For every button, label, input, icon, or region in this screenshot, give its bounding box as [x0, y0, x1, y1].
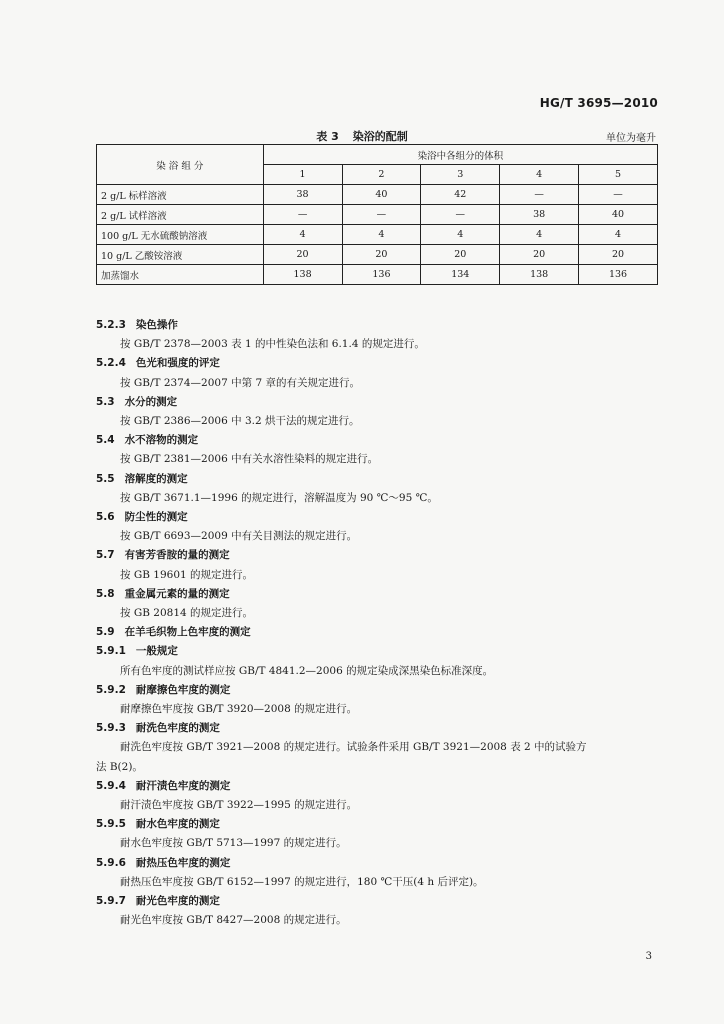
section-number: 5.9.3	[96, 722, 126, 735]
table-row	[97, 265, 658, 285]
section-number: 5.6	[96, 511, 115, 524]
table-cell: 40	[342, 185, 421, 205]
section-number: 5.7	[96, 549, 115, 562]
section-title: 染色操作	[135, 319, 178, 331]
section-heading	[96, 354, 658, 373]
section-body: 按 GB/T 2374—2007 中第 7 章的有关规定进行。	[120, 376, 360, 389]
table-unit: 单位为毫升	[606, 133, 656, 144]
section-body: 按 GB/T 6693—2009 中有关目测法的规定进行。	[120, 530, 358, 543]
document-body	[96, 316, 658, 931]
section-heading	[96, 681, 658, 700]
bath-preparation-table	[96, 144, 658, 285]
section-title: 在羊毛织物上色牢度的测定	[124, 626, 251, 639]
table-cell: —	[263, 205, 342, 225]
section-number: 5.5	[96, 472, 115, 485]
column-header: 1	[263, 165, 342, 185]
table-caption-title: 染浴的配制	[352, 130, 408, 143]
section-heading	[96, 719, 658, 738]
section-title: 有害芳香胺的量的测定	[124, 549, 230, 562]
section-body: 耐水色牢度按 GB/T 5713—1997 的规定进行。	[120, 837, 347, 850]
table-header-row	[97, 145, 658, 165]
row-header-cell: 染 浴 组 分	[97, 145, 264, 185]
table-cell: 20	[342, 245, 421, 265]
section-heading	[96, 393, 658, 412]
section-body: 所有色牢度的测试样应按 GB/T 4841.2—2006 的规定染成深黑染色标准深度。	[120, 664, 494, 677]
table-row	[97, 205, 658, 225]
section-body: 耐热压色牢度按 GB/T 6152—1997 的规定进行，180 ℃干压(4 h 后评定)。	[120, 875, 484, 888]
section-body: 耐汗渍色牢度按 GB/T 3922—1995 的规定进行。	[120, 799, 358, 812]
column-header: 5	[579, 165, 658, 185]
table-row	[97, 185, 658, 205]
section-title: 耐洗色牢度的测定	[135, 722, 220, 735]
table-cell: 138	[263, 265, 342, 285]
section-heading	[96, 815, 658, 834]
section-number: 5.4	[96, 434, 115, 447]
section-heading	[96, 892, 658, 911]
section-number: 5.9	[96, 626, 115, 639]
section-number: 5.9.5	[96, 818, 126, 831]
table-row	[97, 225, 658, 245]
table-row	[97, 245, 658, 265]
section-title: 耐汗渍色牢度的测定	[135, 779, 231, 792]
section-heading	[96, 546, 658, 565]
table-cell: —	[579, 185, 658, 205]
section-number: 5.8	[96, 587, 115, 600]
section-body: 耐摩擦色牢度按 GB/T 3920—2008 的规定进行。	[120, 703, 358, 716]
section-title: 耐摩擦色牢度的测定	[135, 683, 231, 696]
section-heading	[96, 777, 658, 796]
section-body: 按 GB/T 2381—2006 中有关水溶性染料的规定进行。	[120, 453, 379, 466]
section-title: 溶解度的测定	[124, 472, 188, 485]
table-cell: 20	[579, 245, 658, 265]
section-title: 耐热压色牢度的测定	[135, 856, 231, 869]
table-cell: 136	[342, 265, 421, 285]
section-heading	[96, 623, 658, 642]
table-cell: 38	[263, 185, 342, 205]
section-title: 水分的测定	[124, 395, 178, 408]
table-cell: 136	[579, 265, 658, 285]
section-heading	[96, 585, 658, 604]
table-cell: 4	[263, 225, 342, 245]
section-number: 5.2.3	[96, 319, 126, 331]
table-cell: 4	[421, 225, 500, 245]
section-body-continuation: 法 B(2)。	[96, 760, 143, 773]
table-caption-number: 表 3	[316, 130, 339, 143]
section-number: 5.9.7	[96, 895, 126, 908]
page-number: 3	[645, 951, 652, 962]
section-title: 耐光色牢度的测定	[135, 895, 220, 908]
table-cell: 4	[500, 225, 579, 245]
table-cell: 20	[421, 245, 500, 265]
section-heading	[96, 316, 658, 335]
table-cell: —	[342, 205, 421, 225]
section-heading	[96, 470, 658, 489]
section-heading	[96, 508, 658, 527]
table-cell: 134	[421, 265, 500, 285]
section-title: 色光和强度的评定	[135, 357, 220, 370]
column-header: 2	[342, 165, 421, 185]
row-label: 100 g/L 无水硫酸钠溶液	[97, 225, 264, 245]
table-cell: 40	[579, 205, 658, 225]
section-title: 一般规定	[135, 645, 178, 658]
section-number: 5.9.4	[96, 779, 126, 792]
table-cell: 42	[421, 185, 500, 205]
table-cell: 20	[500, 245, 579, 265]
table-cell: 38	[500, 205, 579, 225]
section-title: 耐水色牢度的测定	[135, 818, 220, 831]
section-number: 5.9.6	[96, 856, 126, 869]
column-header: 4	[500, 165, 579, 185]
row-label: 2 g/L 试样溶液	[97, 205, 264, 225]
table-cell: 138	[500, 265, 579, 285]
column-header: 3	[421, 165, 500, 185]
section-body: 按 GB 20814 的规定进行。	[120, 607, 254, 620]
section-number: 5.2.4	[96, 357, 126, 370]
row-label: 10 g/L 乙酸铵溶液	[97, 245, 264, 265]
section-body: 按 GB/T 2386—2006 中 3.2 烘干法的规定进行。	[120, 415, 360, 428]
group-header-cell: 染浴中各组分的体积	[263, 145, 657, 165]
section-body: 按 GB/T 3671.1—1996 的规定进行，溶解温度为 90 ℃～95 ℃。	[120, 491, 438, 504]
section-number: 5.9.2	[96, 683, 126, 696]
table-cell: 20	[263, 245, 342, 265]
section-body: 耐洗色牢度按 GB/T 3921—2008 的规定进行。试验条件采用 GB/T 3921—2008 表 2 中的试验方	[120, 741, 587, 754]
section-heading	[96, 854, 658, 873]
table-cell: 4	[342, 225, 421, 245]
row-label: 2 g/L 标样溶液	[97, 185, 264, 205]
table-cell: —	[421, 205, 500, 225]
section-title: 重金属元素的量的测定	[124, 587, 230, 600]
table-cell: 4	[579, 225, 658, 245]
section-number: 5.3	[96, 395, 115, 408]
row-label: 加蒸馏水	[97, 265, 264, 285]
section-heading	[96, 642, 658, 661]
section-title: 防尘性的测定	[124, 511, 188, 524]
table-cell: —	[500, 185, 579, 205]
section-body: 按 GB/T 2378—2003 表 1 的中性染色法和 6.1.4 的规定进行。	[120, 338, 425, 351]
section-body: 按 GB 19601 的规定进行。	[120, 568, 254, 581]
section-title: 水不溶物的测定	[124, 434, 199, 447]
standard-number: HG/T 3695—2010	[539, 96, 658, 110]
section-heading	[96, 431, 658, 450]
section-body: 耐光色牢度按 GB/T 8427—2008 的规定进行。	[120, 914, 347, 927]
section-number: 5.9.1	[96, 645, 126, 658]
